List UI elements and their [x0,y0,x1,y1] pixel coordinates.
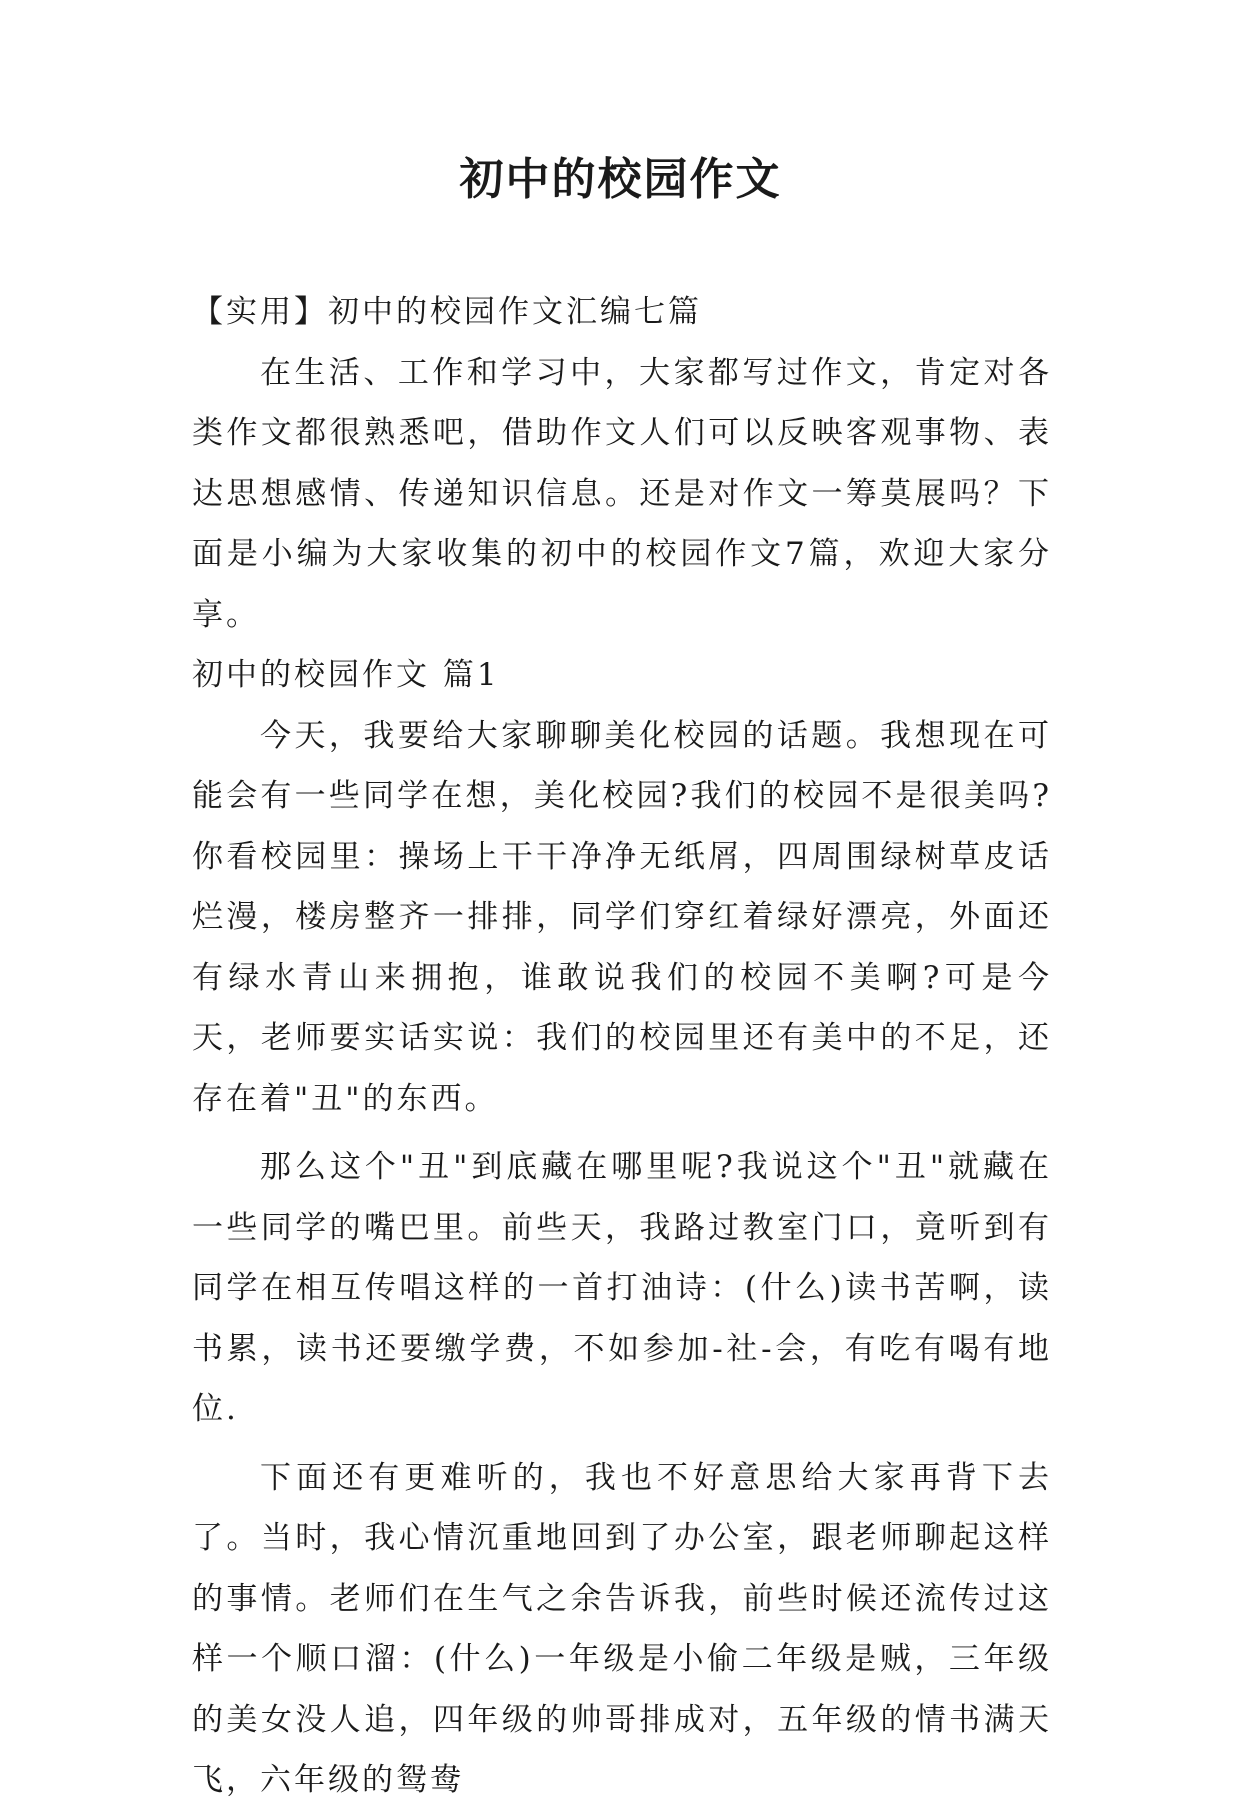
document-title: 初中的校园作文 [459,154,782,205]
body-paragraph-2: 那么这个"丑"到底藏在哪里呢?我说这个"丑"就藏在一些同学的嘴巴里。前些天，我路过教室门口，竟听到有同学在相互传唱这样的一首打油诗：(什么)读书苦啊，读书累，读书还要缴学费，不如参加-社-会，有吃有喝有地位. [192,1149,1052,1427]
body-paragraph-1: 今天，我要给大家聊聊美化校园的话题。我想现在可能会有一些同学在想，美化校园?我们的校园不是很美吗?你看校园里：操场上干干净净无纸屑，四周围绿树草皮话烂漫，楼房整齐一排排，同学们穿红着绿好漂亮，外面还有绿水青山来拥抱，谁敢说我们的校园不美啊?可是今天，老师要实话实说：我们的校园里还有美中的不足，还存在着"丑"的东西。 [192,717,1052,1117]
intro-paragraph: 在生活、工作和学习中，大家都写过作文，肯定对各类作文都很熟悉吧，借助作文人们可以反映客观事物、表达思想感情、传递知识信息。还是对作文一筹莫展吗？下面是小编为大家收集的初中的校园作文7篇，欢迎大家分享。 [192,354,1052,633]
document-subtitle: 【实用】初中的校园作文汇编七篇 [192,294,702,330]
section-heading: 初中的校园作文 篇1 [192,657,500,693]
body-paragraph-3: 下面还有更难听的，我也不好意思给大家再背下去了。当时，我心情沉重地回到了办公室，跟老师聊起这样的事情。老师们在生气之余告诉我，前些时候还流传过这样一个顺口溜：(什么)一年级是小偷二年级是贼，三年级的美女没人追，四年级的帅哥排成对，五年级的情书满天飞，六年级的鸳鸯 [192,1459,1052,1798]
document-body [192,282,1052,1811]
